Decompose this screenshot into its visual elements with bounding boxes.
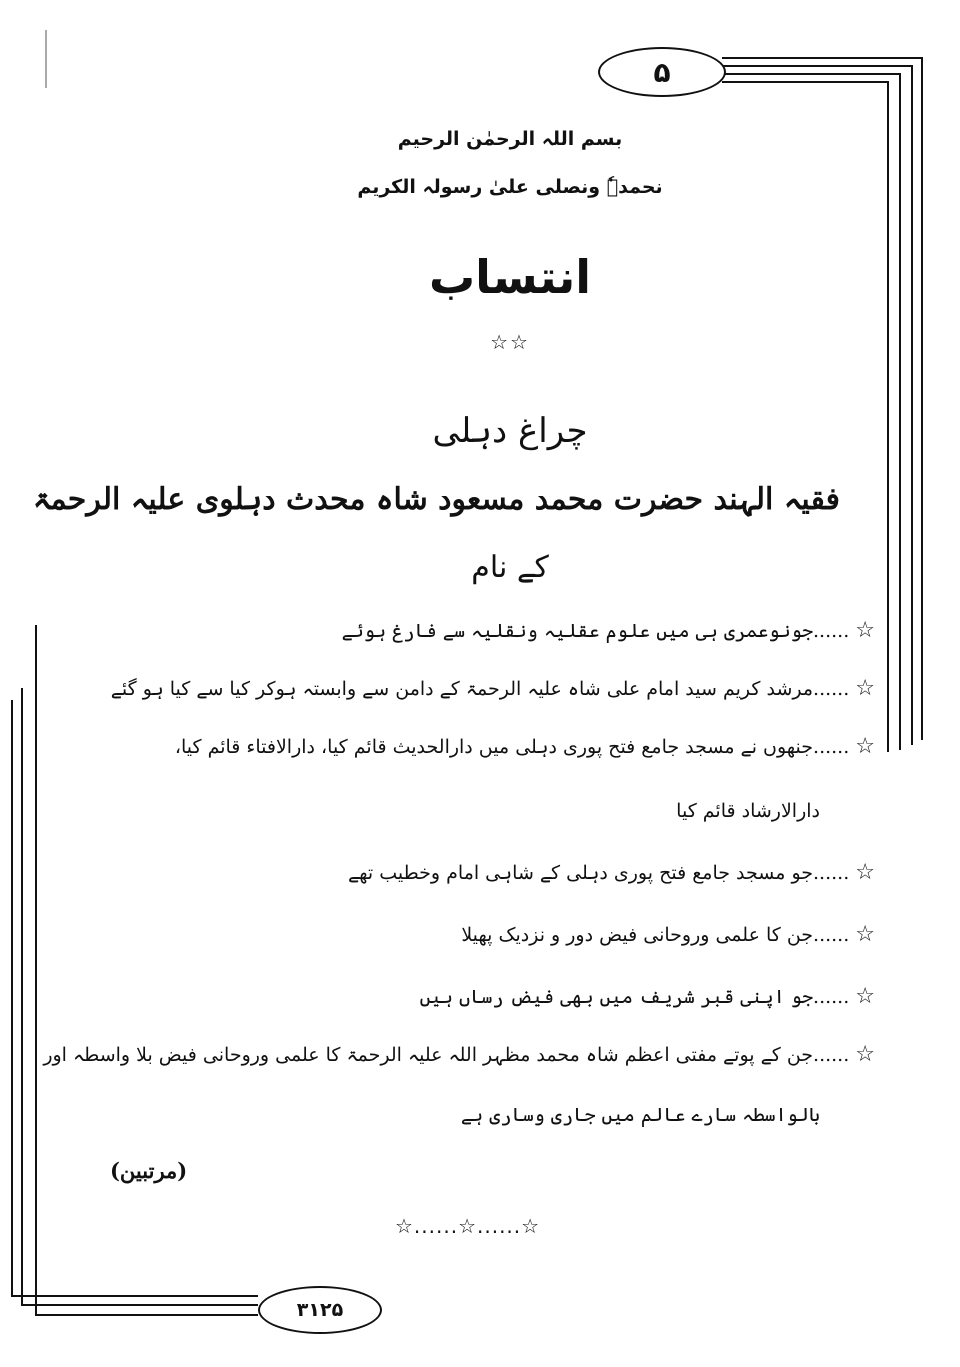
list-item-text: ......جونوعمری ہی میں علوم عقلیہ ونقلیہ سے فارغ ہوئے [341, 620, 850, 642]
hamd-line: نحمدہٗ ونصلی علیٰ رسولہ الکریم [357, 176, 663, 198]
list-item-text: ......جن کے پوتے مفتی اعظم شاہ محمد مظہر اللہ علیہ الرحمۃ کا علمی وروحانی فیض بلا واسطہ اور [43, 1044, 850, 1066]
star-icon: ☆ [855, 1042, 875, 1067]
star-icon: ☆ [855, 984, 875, 1009]
star-icon: ☆ [855, 860, 875, 885]
dedication-line-3: کے نام [471, 550, 549, 585]
list-item [111, 676, 875, 701]
bottom-stars: ☆......☆......☆ [395, 1214, 541, 1238]
list-item-text: ......جو مسجد جامع فتح پوری دہلی کے شاہی امام وخطیب تھے [347, 862, 850, 884]
star-icon: ☆ [855, 922, 875, 947]
footer-code-badge: ۳۱۲۵ [258, 1286, 382, 1334]
compilers-signature: (مرتبین) [110, 1158, 188, 1183]
heading-stars: ☆☆ [490, 330, 530, 354]
list-item [420, 984, 875, 1009]
list-item-text: ......مرشد کریم سید امام علی شاہ علیہ الرحمۃ کے دامن سے وابستہ ہوکر کیا سے کیا ہو گئے [110, 678, 850, 700]
bismillah-line: بسم اللہ الرحمٰن الرحیم [397, 128, 623, 150]
list-item-continuation: دارالارشاد قائم کیا [676, 800, 820, 822]
list-item-text: ......جن کا علمی وروحانی فیض دور و نزدیک پھیلا [461, 924, 850, 946]
star-icon: ☆ [855, 618, 875, 643]
list-item-text: ......جنھوں نے مسجد جامع فتح پوری دہلی میں دارالحدیث قائم کیا، دارالافتاء قائم کیا، [174, 736, 850, 758]
list-item [43, 1042, 875, 1067]
dedication-line-1: چراغ دہلی [432, 411, 588, 451]
list-item [461, 922, 875, 947]
list-item [342, 618, 875, 643]
list-item-text: ......جو اپنی قبر شریف میں بھی فیض رساں ہیں [419, 986, 850, 1008]
page-number-badge: ۵ [598, 47, 726, 97]
page-title: انتساب [428, 250, 592, 304]
list-item [175, 734, 875, 759]
star-icon: ☆ [855, 734, 875, 759]
list-item-continuation: بالواسطہ سارے عالم میں جاری وساری ہے [460, 1104, 820, 1126]
dedication-line-2: فقیہ الہند حضرت محمد مسعود شاہ محدث دہلوی علیہ الرحمۃ [32, 482, 840, 517]
star-icon: ☆ [855, 676, 875, 701]
list-item [348, 860, 875, 885]
